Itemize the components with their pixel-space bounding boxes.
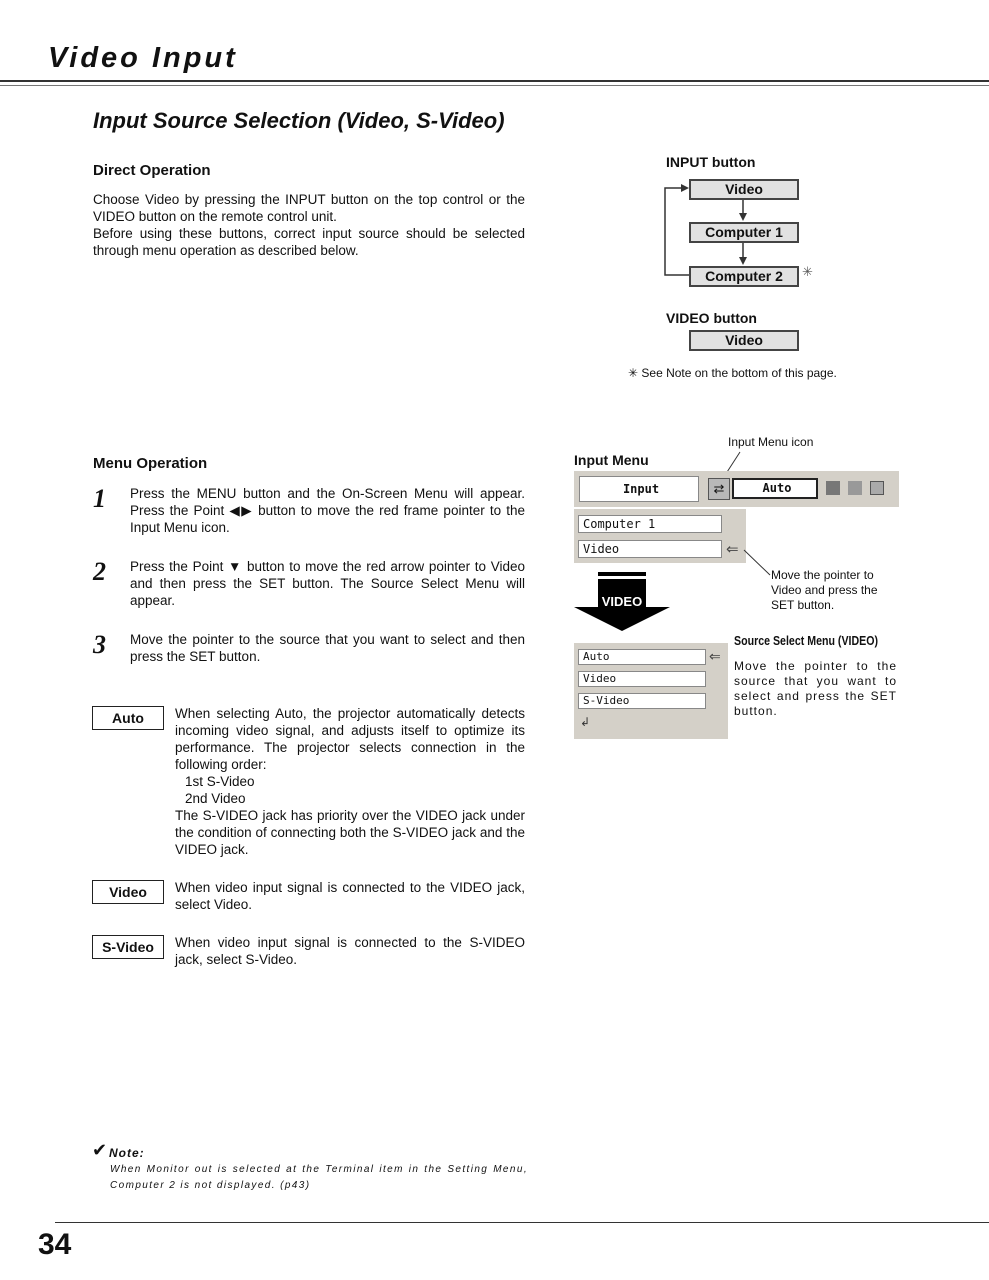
- source-select-desc: Move the pointer to the source that you want to select and press the SET button.: [734, 659, 897, 718]
- option-svideo-text: When video input signal is connected to the S-VIDEO jack, select S-Video.: [175, 935, 525, 967]
- callout-line-pointer: [742, 548, 774, 578]
- section-title: Video Input: [48, 42, 238, 74]
- video-button-item: Video: [689, 330, 799, 351]
- step-1-number: 1: [93, 484, 106, 513]
- option-auto-line-1: When selecting Auto, the projector automatically detects incoming video signal, and adjusts itself to optimize its performance. The projector selects connection in the following order:: [175, 706, 525, 772]
- direct-operation-text: [93, 191, 525, 259]
- note-heading: Note:: [109, 1146, 145, 1160]
- header-rule-thin: [0, 85, 989, 86]
- option-video-text: When video input signal is connected to the VIDEO jack, select Video.: [175, 880, 525, 912]
- page-number: 34: [38, 1228, 72, 1261]
- source-item-video: Video: [578, 671, 706, 687]
- list-item-computer1: Computer 1: [578, 515, 722, 533]
- header-rule: [0, 80, 989, 82]
- input-item-video: Video: [689, 179, 799, 200]
- step-1-text: Press the MENU button and the On-Screen Menu will appear. Press the Point ◀▶ button to move the red frame pointer to the Input Menu icon.: [130, 486, 525, 535]
- direct-operation-heading: Direct Operation: [93, 162, 211, 179]
- menubar-input-title: Input: [579, 476, 699, 502]
- menu-icon-a: [826, 481, 840, 495]
- step-3-number: 3: [93, 630, 106, 659]
- option-auto-line-3: 2nd Video: [185, 791, 246, 806]
- note-text: When Monitor out is selected at the Terminal item in the Setting Menu, Computer 2 is not displayed. (p43): [110, 1164, 528, 1191]
- back-icon: ↲: [580, 715, 591, 729]
- source-item-svideo: S-Video: [578, 693, 706, 709]
- option-auto-line-2: 1st S-Video: [185, 774, 255, 789]
- asterisk-mark: ✳: [802, 264, 813, 279]
- input-menu-icon-callout: Input Menu icon: [728, 435, 814, 449]
- direct-paragraph-2: Before using these buttons, correct input source should be selected through menu operation as described below.: [93, 226, 525, 258]
- red-arrow-pointer-icon: ⇐: [726, 541, 739, 558]
- asterisk-note: ✳ See Note on the bottom of this page.: [628, 366, 837, 380]
- pointer-callout: Move the pointer to Video and press the SET button.: [771, 568, 878, 612]
- list-item-video: Video: [578, 540, 722, 558]
- step-3-text: Move the pointer to the source that you want to select and then press the SET button.: [130, 632, 525, 664]
- menubar-auto-field: Auto: [732, 478, 818, 499]
- menu-icon-c: [870, 481, 884, 495]
- source-item-auto: Auto: [578, 649, 706, 665]
- video-button-label: VIDEO button: [666, 310, 757, 326]
- page-title: Input Source Selection (Video, S-Video): [93, 108, 505, 133]
- input-menu-label: Input Menu: [574, 452, 649, 468]
- input-item-computer2: Computer 2: [689, 266, 799, 287]
- input-button-label: INPUT button: [666, 154, 756, 170]
- menu-operation-heading: Menu Operation: [93, 455, 208, 472]
- arrow-label-video: VIDEO: [601, 594, 643, 609]
- option-svideo-label: S-Video: [92, 935, 164, 959]
- option-video-label: Video: [92, 880, 164, 904]
- option-auto-label: Auto: [92, 706, 164, 730]
- source-select-title: Source Select Menu (VIDEO): [734, 634, 879, 648]
- input-menu-icon: ⇄: [708, 478, 730, 500]
- input-item-computer1: Computer 1: [689, 222, 799, 243]
- option-auto-text: [175, 705, 525, 858]
- footer-rule: [55, 1222, 989, 1223]
- direct-paragraph-1: Choose Video by pressing the INPUT button on the top control or the VIDEO button on the remote control unit.: [93, 192, 525, 224]
- source-pointer-icon: ⇐: [709, 648, 721, 664]
- step-2-text: Press the Point ▼ button to move the red arrow pointer to Video and then press the SET button. The Source Select Menu will appear.: [130, 559, 525, 608]
- check-icon: ✔: [92, 1140, 108, 1160]
- step-2-number: 2: [93, 557, 106, 586]
- option-auto-line-4: The S-VIDEO jack has priority over the VIDEO jack under the condition of connecting both the S-VIDEO jack and the VIDEO jack.: [175, 808, 525, 857]
- menu-icon-b: [848, 481, 862, 495]
